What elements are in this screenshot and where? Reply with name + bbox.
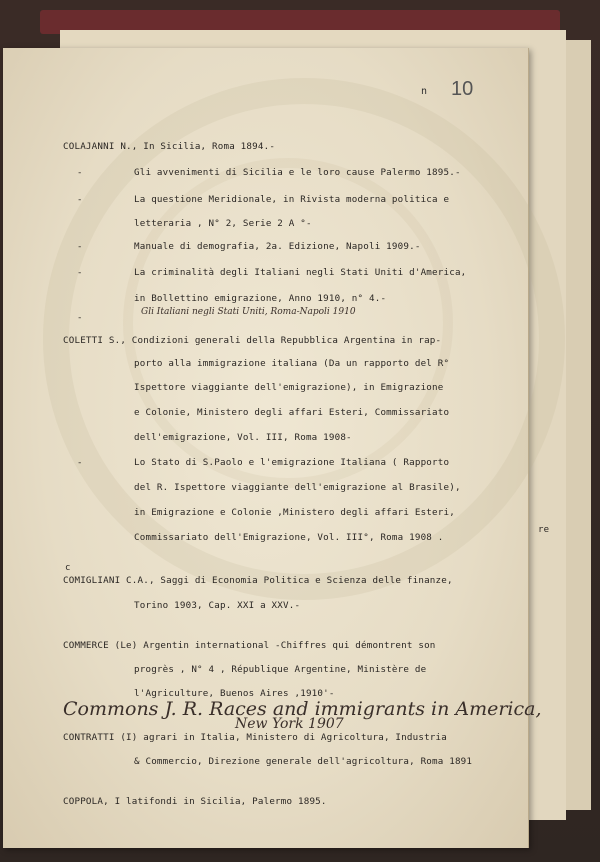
entry-line: del R. Ispettore viaggiante dell'emigrazione al Brasile), <box>134 482 461 493</box>
entry-line: in Emigrazione e Colonie ,Ministero degli affari Esteri, <box>134 507 455 518</box>
entry-line: l'Agriculture, Buenos Aires ,1910'- <box>134 688 335 699</box>
entry-line: & Commercio, Direzione generale dell'agricoltura, Roma 1891 <box>134 756 473 767</box>
page-number: 10 <box>451 78 474 100</box>
entry-line: Lo Stato di S.Paolo e l'emigrazione Italiana ( Rapporto <box>134 457 450 468</box>
entry-line: Gli avvenimenti di Sicilia e le loro cause Palermo 1895.- <box>134 167 461 178</box>
entry-dash: - <box>77 168 83 178</box>
entry-line: Ispettore viaggiante dell'emigrazione), in Emigrazione <box>134 382 444 393</box>
entry-dash: - <box>77 268 83 278</box>
entry-dash: - <box>77 195 83 205</box>
back-sheet <box>60 30 530 50</box>
entry-line: La questione Meridionale, in Rivista moderna politica e <box>134 194 450 205</box>
entry-dash: - <box>77 313 83 323</box>
document-page <box>3 48 542 848</box>
entry-line: CONTRATTI (I) agrari in Italia, Ministero di Agricoltura, Industria <box>63 732 447 743</box>
page-mark: n <box>421 86 428 97</box>
handwritten-note: Commons J. R. Races and immigrants in America, <box>63 698 542 720</box>
entry-line: COMIGLIANI C.A., Saggi di Economia Politica e Scienza delle finanze, <box>63 575 453 586</box>
entry-line: COMMERCE (Le) Argentin international -Chiffres qui démontrent son <box>63 640 436 651</box>
entry-line: in Bollettino emigrazione, Anno 1910, n° 4.- <box>134 293 387 304</box>
entry-line: Commissariato dell'Emigrazione, Vol. III°, Roma 1908 . <box>134 532 444 543</box>
entry-line: dell'emigrazione, Vol. III, Roma 1908- <box>134 432 352 443</box>
entry-line: COPPOLA, I latifondi in Sicilia, Palermo 1895. <box>63 796 327 807</box>
entry-dash: - <box>77 242 83 252</box>
entry-line: Manuale di demografia, 2a. Edizione, Napoli 1909.- <box>134 241 421 252</box>
handwritten-note: Gli Italiani negli Stati Uniti, Roma-Napoli 1910 <box>141 307 356 317</box>
entry-line: porto alla immigrazione italiana (Da un rapporto del R° <box>134 358 450 369</box>
entry-line: letteraria , N° 2, Serie 2 A °- <box>134 218 312 229</box>
back-sheet-text: re <box>538 525 550 535</box>
entry-line: e Colonie, Ministero degli affari Esteri, Commissariato <box>134 407 450 418</box>
entry-line: COLAJANNI N., In Sicilia, Roma 1894.- <box>63 141 276 152</box>
entry-line: COLETTI S., Condizioni generali della Repubblica Argentina in rap- <box>63 335 442 346</box>
entry-line: progrès , N° 4 , République Argentine, Ministère de <box>134 664 427 675</box>
entry-line: La criminalità degli Italiani negli Stati Uniti d'America, <box>134 267 467 278</box>
handwritten-note: New York 1907 <box>235 716 344 732</box>
entry-dash: - <box>77 458 83 468</box>
margin-mark: c <box>65 563 71 573</box>
entry-line: Torino 1903, Cap. XXI a XXV.- <box>134 600 301 611</box>
